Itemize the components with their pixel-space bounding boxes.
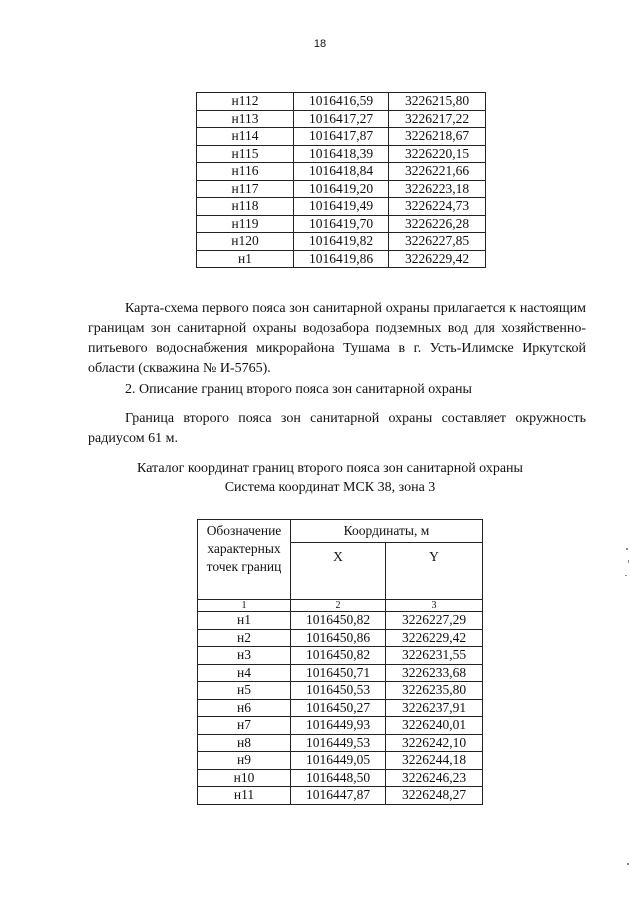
coordinate-y: 3226229,42 — [389, 250, 486, 268]
table-row — [198, 787, 483, 805]
scan-speck — [628, 560, 629, 563]
point-designation: н2 — [198, 629, 291, 647]
column-number-1: 1 — [198, 600, 291, 612]
header-designation: Обозначение характерных точек границ — [198, 520, 291, 600]
coordinate-x: 1016450,82 — [291, 612, 386, 630]
table-row — [198, 612, 483, 630]
table-body — [198, 612, 483, 805]
coordinate-x: 1016450,71 — [291, 664, 386, 682]
point-designation: н116 — [197, 163, 294, 181]
column-number-2: 2 — [291, 600, 386, 612]
catalog-subtitle: Система координат МСК 38, зона 3 — [224, 480, 436, 495]
header-y: Y — [386, 543, 483, 600]
section-2-heading: 2. Описание границ второго пояса зон санитарной охраны — [125, 382, 472, 397]
coordinate-x: 1016449,05 — [291, 752, 386, 770]
coordinate-y: 3226237,91 — [386, 699, 483, 717]
table-row — [198, 769, 483, 787]
table-row — [197, 215, 486, 233]
coordinate-y: 3226224,73 — [389, 198, 486, 216]
coordinate-y: 3226226,28 — [389, 215, 486, 233]
coordinate-y: 3226246,23 — [386, 769, 483, 787]
point-designation: н1 — [197, 250, 294, 268]
point-designation: н3 — [198, 647, 291, 665]
coordinate-x: 1016449,53 — [291, 734, 386, 752]
coordinate-x: 1016450,86 — [291, 629, 386, 647]
coordinate-y: 3226231,55 — [386, 647, 483, 665]
coordinate-x: 1016450,82 — [291, 647, 386, 665]
table-row — [197, 93, 486, 111]
scan-speck — [625, 575, 627, 576]
point-designation: н115 — [197, 145, 294, 163]
coordinate-y: 3226233,68 — [386, 664, 483, 682]
coordinate-x: 1016450,53 — [291, 682, 386, 700]
table-row — [197, 250, 486, 268]
coordinate-y: 3226240,01 — [386, 717, 483, 735]
point-designation: н120 — [197, 233, 294, 251]
coordinate-y: 3226227,85 — [389, 233, 486, 251]
table-row — [198, 752, 483, 770]
coordinate-x: 1016417,27 — [294, 110, 389, 128]
coordinate-y: 3226215,80 — [389, 93, 486, 111]
table-row — [198, 664, 483, 682]
table-row — [198, 647, 483, 665]
table-row — [197, 163, 486, 181]
table-row — [197, 145, 486, 163]
table-row — [197, 110, 486, 128]
coordinate-y: 3226242,10 — [386, 734, 483, 752]
scan-speck — [627, 863, 629, 865]
table-row — [198, 734, 483, 752]
point-designation: н5 — [198, 682, 291, 700]
coordinate-y: 3226227,29 — [386, 612, 483, 630]
coordinate-x: 1016417,87 — [294, 128, 389, 146]
table-row — [198, 629, 483, 647]
point-designation: н114 — [197, 128, 294, 146]
point-designation: н112 — [197, 93, 294, 111]
point-designation: н9 — [198, 752, 291, 770]
point-designation: н4 — [198, 664, 291, 682]
coordinate-x: 1016450,27 — [291, 699, 386, 717]
coordinate-y: 3226235,80 — [386, 682, 483, 700]
header-coordinates: Координаты, м — [291, 520, 483, 543]
table-row — [197, 198, 486, 216]
table-header — [198, 520, 483, 612]
coordinate-y: 3226248,27 — [386, 787, 483, 805]
coordinate-y: 3226223,18 — [389, 180, 486, 198]
catalog-title: Каталог координат границ второго пояса зон санитарной охраны — [137, 461, 523, 476]
point-designation: н1 — [198, 612, 291, 630]
coordinate-y: 3226217,22 — [389, 110, 486, 128]
map-scheme-paragraph: Карта-схема первого пояса зон санитарной охраны прилагается к настоящим границам зон санитарной охраны водозабора подземных вод для хозяйственно-питьевого водоснабжения микрорайона Тушама в г. Усть-Илимске Иркутской области (скважина № И-5765). — [88, 301, 586, 376]
second-belt-paragraph: Граница второго пояса зон санитарной охраны составляет окружность радиусом 61 м. — [88, 411, 586, 446]
second-belt-coordinates-table — [197, 519, 483, 805]
coordinate-x: 1016418,39 — [294, 145, 389, 163]
table-row — [197, 180, 486, 198]
coordinate-x: 1016419,86 — [294, 250, 389, 268]
table-row — [198, 682, 483, 700]
coordinate-y: 3226220,15 — [389, 145, 486, 163]
coordinate-x: 1016419,49 — [294, 198, 389, 216]
coordinate-y: 3226229,42 — [386, 629, 483, 647]
coordinate-x: 1016419,70 — [294, 215, 389, 233]
point-designation: н6 — [198, 699, 291, 717]
coordinate-y: 3226221,66 — [389, 163, 486, 181]
table-row — [197, 128, 486, 146]
coordinate-x: 1016447,87 — [291, 787, 386, 805]
point-designation: н7 — [198, 717, 291, 735]
scan-speck — [626, 548, 628, 550]
point-designation: н113 — [197, 110, 294, 128]
coordinate-y: 3226218,67 — [389, 128, 486, 146]
point-designation: н11 — [198, 787, 291, 805]
coordinate-x: 1016449,93 — [291, 717, 386, 735]
coordinate-y: 3226244,18 — [386, 752, 483, 770]
point-designation: н119 — [197, 215, 294, 233]
coordinate-x: 1016418,84 — [294, 163, 389, 181]
coordinate-x: 1016419,82 — [294, 233, 389, 251]
table-body — [197, 93, 486, 268]
page-number: 18 — [313, 38, 327, 50]
table-row — [197, 233, 486, 251]
coordinate-x: 1016448,50 — [291, 769, 386, 787]
point-designation: н117 — [197, 180, 294, 198]
coordinates-table-continued — [196, 92, 486, 268]
header-x: X — [291, 543, 386, 600]
column-number-3: 3 — [386, 600, 483, 612]
table-row — [198, 717, 483, 735]
table-row — [198, 699, 483, 717]
coordinate-x: 1016416,59 — [294, 93, 389, 111]
point-designation: н8 — [198, 734, 291, 752]
coordinate-x: 1016419,20 — [294, 180, 389, 198]
point-designation: н10 — [198, 769, 291, 787]
point-designation: н118 — [197, 198, 294, 216]
